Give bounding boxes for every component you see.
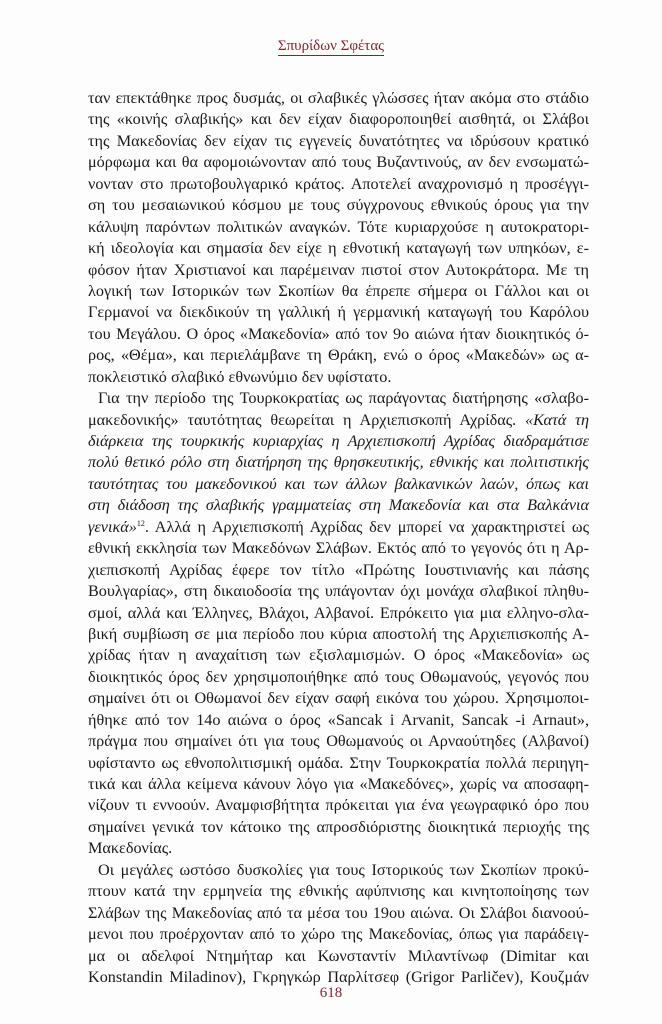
text-line: λογική των Ιστορικών των Σκοπίων θα έπρεπε σήμερα οι Γάλλοι και οι	[88, 281, 589, 300]
text-segment: . Αλλά η Αρχιεπισκοπή Αχρίδας δεν μπορεί να χαρακτηριστεί ως	[144, 517, 589, 536]
text-line: χιεπισκοπή Αχρίδας έφερε τον τίτλο «Πρώτης Ιουστινιανής και πάσης	[88, 560, 589, 579]
text-line	[88, 517, 589, 538]
quote-italic: «Κατά τη	[525, 410, 589, 429]
text-line: ση του μεσαιωνικού κόσμου με τους σύγχρονους εθνικούς όρους για την	[88, 196, 589, 215]
text-line: βική συμβίωση σε μια περίοδο που κύρια αποστολή της Αρχιεπισκοπής Α-	[88, 624, 589, 643]
text-line: Βουλγαρίας», στη δικαιοδοσία της υπάγονταν όχι μονάχα σλαβικοί πληθυ-	[88, 582, 589, 601]
text-line: φόσον ήταν Χριστιανοί και παρέμειναν πιστοί στον Αυτοκράτορα. Με τη	[88, 260, 589, 279]
text-line: σμοί, αλλά και Έλληνες, Βλάχοι, Αλβανοί. Επρόκειτο για μια ελληνο-σλα-	[88, 603, 589, 622]
author-name: Σπυρίδων Σφέτας	[277, 38, 385, 54]
text-line: ρος, «Θέμα», και περιελάμβανε τη Θράκη, ενώ ο όρος «Μακεδών» ως α-	[88, 346, 589, 365]
text-line: του Μεγάλου. Ο όρος «Μακεδονία» από τον 9ο αιώνα ήταν διοικητικός ό-	[88, 324, 589, 343]
text-line: κάλυψη παρόντων πολιτικών αναγκών. Τότε κυριαρχούσε η αυτοκρατορι-	[88, 217, 589, 236]
text-line: ήθηκε από τον 14ο αιώνα ο όρος «Sancak i Arvanit, Sancak -i Arnaut»,	[88, 710, 589, 729]
page-number: 618	[319, 985, 343, 1001]
quote-line: ταυτότητας του μακεδονικού και των άλλων βαλκανικών λαών, όπως και	[88, 474, 589, 493]
text-line: νονταν στο πρωτοβουλγαρικό κράτος. Αποτελεί αναχρονισμό η προσέγγι-	[88, 174, 589, 193]
text-line: υφίσταντο ως εθνοπολιτισμική ομάδα. Στην Τουρκοκρατία πολλά περιηγη-	[88, 753, 589, 772]
text-line: χρίδας ήταν η αναχαίτιση των εξισλαμισμών. Ο όρος «Μακεδονία» ως	[88, 646, 589, 665]
text-line: ταν επεκτάθηκε προς δυσμάς, οι σλαβικές γλώσσες ήταν ακόμα στο στάδιο	[88, 89, 589, 107]
text-line: κή ιδεολογία και σημασία δεν είχε η εθνοτική καταγωγή των υπηκόων, ε-	[88, 239, 589, 258]
text-line: νίζουν τι εννοούν. Αναμφισβήτητα πρόκειται για ένα γεωγραφικό όρο που	[88, 796, 589, 815]
paragraph-start-line: Οι μεγάλες ωστόσο δυσκολίες για τους Ιστορικούς των Σκοπίων προκύ-	[98, 860, 589, 879]
quote-line: διάρκεια της τουρκικής κυριαρχίας η Αρχιεπισκοπή Αχρίδας διαδραμάτισε	[88, 432, 589, 450]
text-line: εθνική εκκλησία των Μακεδόνων Σλάβων. Εκτός από το γεγονός ότι η Αρ-	[88, 539, 589, 558]
body-text	[88, 88, 589, 988]
footnote-reference[interactable]: 12	[136, 518, 145, 528]
quote-end-italic: γενικά»	[88, 517, 137, 536]
quote-line: πολύ θετικό ρόλο στη διατήρηση της θρησκευτικής, εθνικής και πολιτιστικής	[88, 453, 589, 472]
text-line: διοικητικός όρος δεν χρησιμοποιήθηκε από τους Οθωμανούς, γεγονός που	[88, 667, 589, 686]
text-line: σημαίνει γενικά τον κάτοικο της απροσδιόριστης διοικητικά περιοχής της	[88, 817, 589, 836]
text-line: τικά και άλλα κείμενα κάνουν λόγο για «Μακεδόνες», χωρίς να αποσαφη-	[88, 775, 589, 793]
quote-line: στη διάδοση της σλαβικής γραμματείας στη Μακεδονία και στα Βαλκάνια	[88, 496, 589, 515]
text-line: πράγμα που σημαίνει ότι για τους Οθωμανούς οι Αρναούτηδες (Αλβανοί)	[88, 732, 589, 751]
text-line: σημαίνει ότι οι Οθωμανοί δεν είχαν σαφή εικόνα του χώρου. Χρησιμοποι-	[88, 689, 589, 708]
text-line: της «κοινής σλαβικής» και δεν είχαν διαφοροποιηθεί αισθητά, οι Σλάβοι	[88, 110, 589, 129]
text-segment: μακεδονικής» ταυτότητας θεωρείται η Αρχιεπισκοπή Αχρίδας.	[88, 410, 526, 429]
text-line: Σλάβων της Μακεδονίας από τα μέσα του 19ου αιώνα. Οι Σλάβοι διανοού-	[88, 903, 589, 922]
text-line: μα οι αδελφοί Ντημήταρ και Κωνσταντίν Μιλαντίνωφ (Dimitar και	[88, 946, 589, 965]
running-head	[0, 38, 662, 55]
text-line: Μακεδονίας.	[88, 839, 173, 858]
text-line	[88, 410, 589, 431]
text-line: Konstandin Miladinov), Γκρηγκώρ Παρλίτσεφ (Grigor Parličev), Κουζμάν	[88, 967, 589, 986]
text-line: Γερμανοί να διεκδικούν τη γαλλική ή γερμανική καταγωγή του Καρόλου	[88, 303, 589, 322]
text-line: πτουν κατά την ερμηνεία της εθνικής αφύπνισης και κινητοποίησης των	[88, 882, 589, 901]
text-line: της Μακεδονίας δεν είχαν τις εγγενείς δυνατότητες να ιδρύσουν κρατικό	[88, 131, 589, 150]
text-line: μενοι που προέρχονταν από το χώρο της Μακεδονίας, όπως για παράδειγ-	[88, 925, 589, 944]
text-line: ποκλειστικό σλαβικό εθνωνύμιο δεν υφίστατο.	[88, 367, 392, 386]
paragraph-start-line: Για την περίοδο της Τουρκοκρατίας ως παράγοντας διατήρησης «σλαβο-	[98, 389, 589, 408]
text-line: μόρφωμα και θα αφομοιώνονταν από τους Βυζαντινούς, αν δεν ενσωματώ-	[88, 153, 589, 172]
